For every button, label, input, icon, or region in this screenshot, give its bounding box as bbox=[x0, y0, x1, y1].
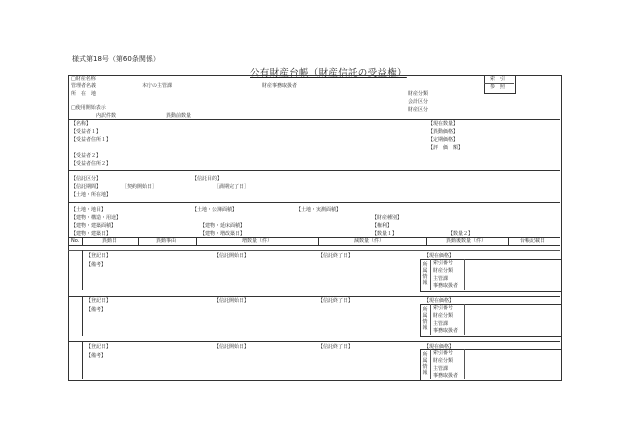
trust-end-field: ［満期完了日］ bbox=[214, 184, 250, 190]
col-increase-qty: 増数量（件） bbox=[242, 238, 273, 244]
bldg-floor-area-field: 【建物・建築面積】 bbox=[71, 223, 117, 229]
entry3-trust-start: 【信託開始日】 bbox=[214, 344, 250, 350]
entry2-current-value: 【現在価格】 bbox=[424, 298, 455, 304]
entry1-trust-end: 【信託終了日】 bbox=[318, 253, 354, 259]
entry3-side-label: 所属情報 bbox=[422, 352, 428, 376]
prop-type-field: 【財産種別】 bbox=[372, 215, 403, 221]
account-class-label: 会計区分 bbox=[408, 99, 429, 105]
name-field: 【名称】 bbox=[71, 121, 92, 127]
col-change-reason: 異動事由 bbox=[156, 238, 177, 244]
entry3-side-item: 事務取扱者 bbox=[433, 373, 459, 379]
entry2-trust-start: 【信託開始日】 bbox=[214, 298, 250, 304]
trust-start-field: ［契約開始日］ bbox=[122, 184, 158, 190]
appraisal-field: 【評 価 額】 bbox=[428, 145, 464, 151]
beneficiary1-field: 【受益者１】 bbox=[71, 129, 102, 135]
entry1-side-label: 所属情報 bbox=[422, 262, 428, 286]
entry2-side-item: 主管課 bbox=[433, 321, 449, 327]
entry2-side-item: 事務取扱者 bbox=[433, 328, 459, 334]
col-no: No. bbox=[71, 238, 80, 244]
qty1-field: 【数量１】 bbox=[372, 231, 398, 237]
land-public-area-field: 【土地・公簿面積】 bbox=[192, 207, 238, 213]
current-qty-field: 【現在数量】 bbox=[428, 121, 459, 127]
entry1-side-item: 主管課 bbox=[433, 276, 449, 282]
entry2-trust-end: 【信託終了日】 bbox=[318, 298, 354, 304]
col-ledger-date: 台帳記載日 bbox=[520, 238, 546, 244]
entry3-trust-end: 【信託終了日】 bbox=[318, 344, 354, 350]
qty2-field: 【数量２】 bbox=[448, 231, 474, 237]
location-label: 所 在 地 bbox=[71, 91, 97, 97]
entry2-reg-date: 【登記日】 bbox=[86, 298, 112, 304]
entry2-remarks: 【備考】 bbox=[86, 307, 107, 313]
rights-field: 【権利】 bbox=[372, 223, 393, 229]
index-label: 索 引 bbox=[490, 76, 506, 82]
display-label: □使用開始表示 bbox=[71, 105, 106, 111]
bldg-total-area-field: 【建物・延床面積】 bbox=[200, 223, 246, 229]
bldg-accept-field: 【建物・増改築日】 bbox=[200, 231, 246, 237]
entry1-side-item: 索引番号 bbox=[433, 260, 454, 266]
col-decrease-qty: 減数量（件） bbox=[354, 238, 385, 244]
handler-label: 財産事務取扱者 bbox=[262, 83, 298, 89]
entry3-remarks: 【備考】 bbox=[86, 353, 107, 359]
change-price-field: 【異動価格】 bbox=[428, 129, 459, 135]
trust-purpose-field: 【信託目的】 bbox=[192, 176, 223, 182]
beneficiary2-field: 【受益者２】 bbox=[71, 153, 102, 159]
entry1-side-item: 事務取扱者 bbox=[433, 283, 459, 289]
land-area-field: 【土地・地目】 bbox=[71, 207, 107, 213]
col-after-qty: 異動後数量（件） bbox=[446, 238, 487, 244]
page-title: 公有財産台帳（財産信託の受益権） bbox=[250, 68, 407, 79]
entry2-side-item: 索引番号 bbox=[433, 305, 454, 311]
entry1-remarks: 【備考】 bbox=[86, 262, 107, 268]
land-building-field: 【土地・所在地】 bbox=[71, 192, 112, 198]
beneficiary-addr1-field: 【受益者住所１】 bbox=[71, 137, 112, 143]
entry3-current-value: 【現在価格】 bbox=[424, 344, 455, 350]
entry1-side-item: 財産分類 bbox=[433, 268, 454, 274]
entry2-side-item: 財産分類 bbox=[433, 313, 454, 319]
entry3-side-item: 主管課 bbox=[433, 366, 449, 372]
entry3-side-item: 索引番号 bbox=[433, 350, 454, 356]
entry1-trust-start: 【信託開始日】 bbox=[214, 253, 250, 259]
land-actual-area-field: 【土地・実測面積】 bbox=[296, 207, 342, 213]
entry2-side-label: 所属情報 bbox=[422, 307, 428, 331]
prop-class-label: 財産分類 bbox=[408, 91, 429, 97]
ref-label: 参 照 bbox=[490, 84, 506, 90]
bldg-completion-field: 【建物・建築日】 bbox=[71, 231, 112, 237]
change-amount-label: 異動前数量 bbox=[166, 113, 192, 119]
prop-section-label: 財産区分 bbox=[408, 107, 429, 113]
admin-class-label: 管理者名義 bbox=[71, 83, 97, 89]
entry1-current-value: 【現在価格】 bbox=[424, 253, 455, 259]
fixed-price-field: 【定期価格】 bbox=[428, 137, 459, 143]
entry3-reg-date: 【登記日】 bbox=[86, 344, 112, 350]
internal-reason-label: 内訳件数 bbox=[96, 113, 117, 119]
form-number: 様式第18号（第60条関係） bbox=[72, 55, 160, 63]
trust-period-field: 【信託期間】 bbox=[71, 184, 102, 190]
col-change-date: 異動日 bbox=[102, 238, 118, 244]
beneficiary-addr2-field: 【受益者住所２】 bbox=[71, 161, 112, 167]
head-manager-label: 本庁の主管課 bbox=[142, 83, 173, 89]
entry3-side-item: 財産分類 bbox=[433, 358, 454, 364]
bldg-structure-field: 【建物・構造・用途】 bbox=[71, 215, 122, 221]
entry1-reg-date: 【登記日】 bbox=[86, 253, 112, 259]
trust-class-field: 【信託区分】 bbox=[71, 176, 102, 182]
property-name-label: □財産名称 bbox=[71, 76, 96, 82]
